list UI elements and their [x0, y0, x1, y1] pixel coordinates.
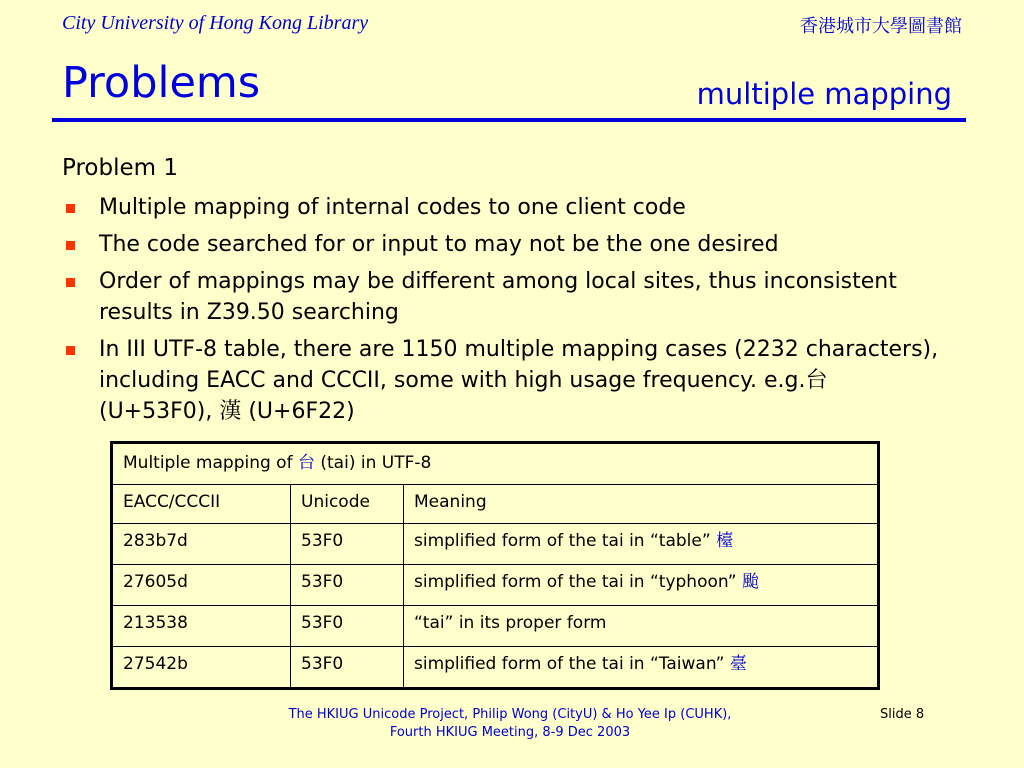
header-library-name-chinese: 香港城市大學圖書館 [800, 16, 962, 37]
example-char-tai: 台 [805, 368, 828, 393]
meaning-text: simplified form of the tai in “Taiwan” [414, 654, 730, 674]
square-bullet-icon [66, 204, 75, 213]
mapping-table [110, 441, 880, 690]
meaning-char: 臺 [729, 654, 747, 674]
cell-meaning [404, 606, 879, 647]
slide-subtitle: multiple mapping [696, 77, 952, 111]
bullet-text: Multiple mapping of internal codes to one client code [99, 195, 686, 220]
table-row [112, 647, 879, 689]
cell-meaning [404, 647, 879, 689]
header-library-name: City University of Hong Kong Library [62, 12, 369, 34]
cell-meaning [404, 524, 879, 565]
meaning-char: 颱 [741, 572, 759, 592]
cell-unicode: 53F0 [291, 524, 404, 565]
bullet-list [62, 192, 942, 433]
title-divider [52, 118, 966, 122]
cell-meaning [404, 565, 879, 606]
table-row [112, 565, 879, 606]
bullet-text-mid: (U+53F0), [99, 399, 220, 424]
cell-code: 27605d [112, 565, 291, 606]
footer-credits [230, 706, 790, 742]
table-caption-before: Multiple mapping of [123, 453, 298, 473]
table-caption-after: (tai) in UTF-8 [314, 453, 432, 473]
meaning-text: simplified form of the tai in “table” [414, 531, 717, 551]
square-bullet-icon [66, 346, 75, 355]
column-header-code: EACC/CCCII [112, 485, 291, 524]
example-char-han: 漢 [219, 399, 242, 424]
bullet-text: Order of mappings may be different among local sites, thus inconsistent results in Z39.50 searching [99, 269, 897, 325]
cell-unicode: 53F0 [291, 565, 404, 606]
cell-code: 213538 [112, 606, 291, 647]
square-bullet-icon [66, 241, 75, 250]
table-caption-row [112, 443, 879, 485]
bullet-item [62, 229, 942, 260]
slide-title: Problems [62, 58, 261, 108]
cell-code: 283b7d [112, 524, 291, 565]
bullet-text-before: In III UTF-8 table, there are 1150 multiple mapping cases (2232 characters), including EACC and CCCII, some with high usage frequency. e.g. [99, 337, 939, 393]
footer-line-1: The HKIUG Unicode Project, Philip Wong (CityU) & Ho Yee Ip (CUHK), [288, 707, 732, 722]
footer-line-2: Fourth HKIUG Meeting, 8-9 Dec 2003 [389, 725, 631, 740]
table-caption [112, 443, 879, 485]
cell-unicode: 53F0 [291, 606, 404, 647]
table-caption-char: 台 [297, 453, 315, 473]
table-row [112, 524, 879, 565]
section-heading: Problem 1 [62, 155, 178, 181]
meaning-text: “tai” in its proper form [414, 613, 607, 633]
bullet-item [62, 334, 942, 427]
column-header-unicode: Unicode [291, 485, 404, 524]
meaning-char: 檯 [716, 531, 734, 551]
cell-code: 27542b [112, 647, 291, 689]
slide-number: Slide 8 [880, 707, 925, 722]
bullet-item [62, 266, 942, 328]
bullet-text [99, 337, 938, 424]
bullet-text: The code searched for or input to may not be the one desired [99, 232, 779, 257]
bullet-item [62, 192, 942, 223]
square-bullet-icon [66, 278, 75, 287]
column-header-meaning: Meaning [404, 485, 879, 524]
table-row [112, 606, 879, 647]
cell-unicode: 53F0 [291, 647, 404, 689]
table-header-row [112, 485, 879, 524]
meaning-text: simplified form of the tai in “typhoon” [414, 572, 742, 592]
bullet-text-after: (U+6F22) [241, 399, 355, 424]
